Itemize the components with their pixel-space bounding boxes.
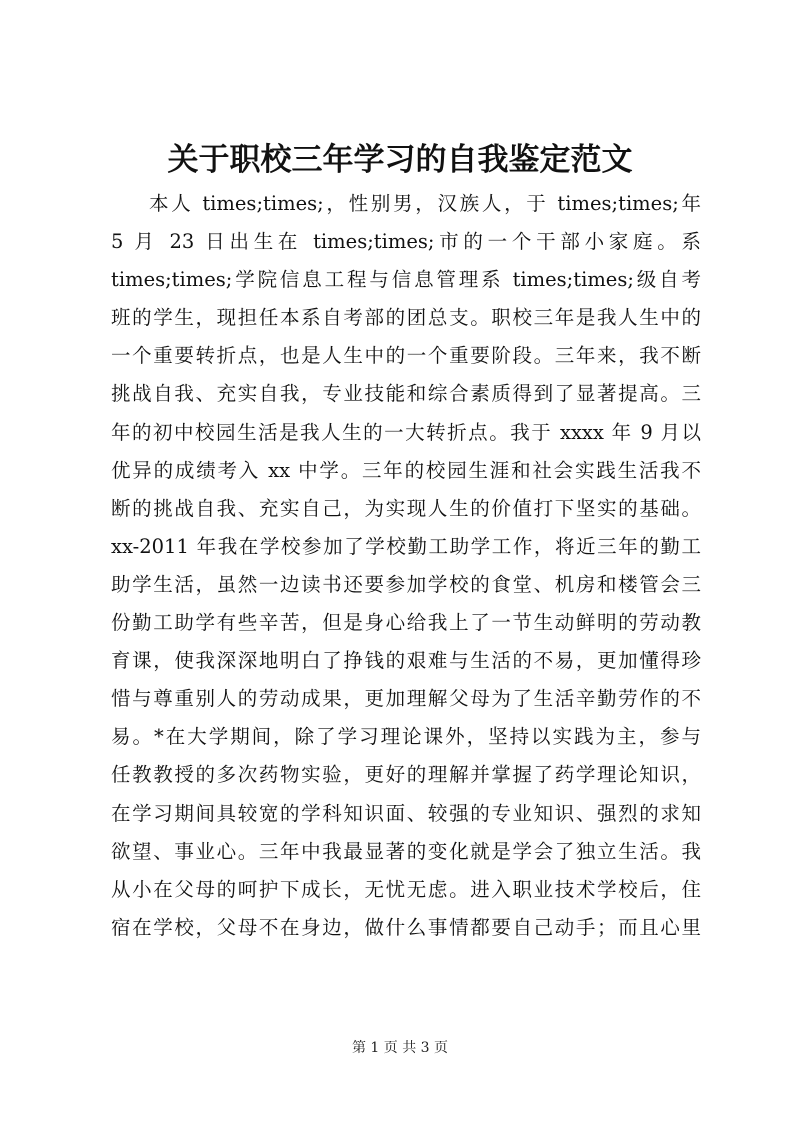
body-line: 易。*在大学期间，除了学习理论课外，坚持以实践为主，参与 <box>111 725 701 749</box>
body-line: 惜与尊重别人的劳动成果，更加理解父母为了生活辛勤劳作的不 <box>111 687 701 711</box>
body-line: 份勤工助学有些辛苦，但是身心给我上了一节生动鲜明的劳动教 <box>111 611 701 635</box>
document-title: 关于职校三年学习的自我鉴定范文 <box>167 142 633 178</box>
body-line: xx-2011 年我在学校参加了学校勤工助学工作，将近三年的勤工 <box>111 534 701 558</box>
body-line: times;times;学院信息工程与信息管理系 times;times;级自考 <box>111 268 701 292</box>
body-line: 从小在父母的呵护下成长，无忧无虑。进入职业技术学校后，住 <box>111 877 701 901</box>
document-body <box>111 185 701 947</box>
body-line: 断的挑战自我、充实自己，为实现人生的价值打下坚实的基础。 <box>111 496 701 520</box>
body-line: 任教教授的多次药物实验，更好的理解并掌握了药学理论知识， <box>111 763 701 787</box>
body-line: 欲望、事业心。三年中我最显著的变化就是学会了独立生活。我 <box>111 839 701 863</box>
body-line: 年的初中校园生活是我人生的一大转折点。我于 xxxx 年 9 月以 <box>111 420 701 444</box>
body-line: 育课，使我深深地明白了挣钱的艰难与生活的不易，更加懂得珍 <box>111 649 701 673</box>
body-line: 助学生活，虽然一边读书还要参加学校的食堂、机房和楼管会三 <box>111 572 701 596</box>
page-footer: 第 1 页 共 3 页 <box>351 1040 449 1056</box>
body-line: 在学习期间具较宽的学科知识面、较强的专业知识、强烈的求知 <box>111 801 701 825</box>
body-line: 优异的成绩考入 xx 中学。三年的校园生涯和社会实践生活我不 <box>111 458 701 482</box>
body-line: 挑战自我、充实自我，专业技能和综合素质得到了显著提高。三 <box>111 382 701 406</box>
body-line: 5 月 23 日出生在 times;times;市的一个干部小家庭。系 <box>111 230 701 254</box>
body-line: 本人 times;times;，性别男，汉族人，于 times;times;年 <box>149 192 701 215</box>
body-line: 班的学生，现担任本系自考部的团总支。职校三年是我人生中的 <box>111 306 701 330</box>
body-line: 宿在学校，父母不在身边，做什么事情都要自己动手；而且心里 <box>111 915 701 939</box>
body-line: 一个重要转折点，也是人生中的一个重要阶段。三年来，我不断 <box>111 344 701 368</box>
